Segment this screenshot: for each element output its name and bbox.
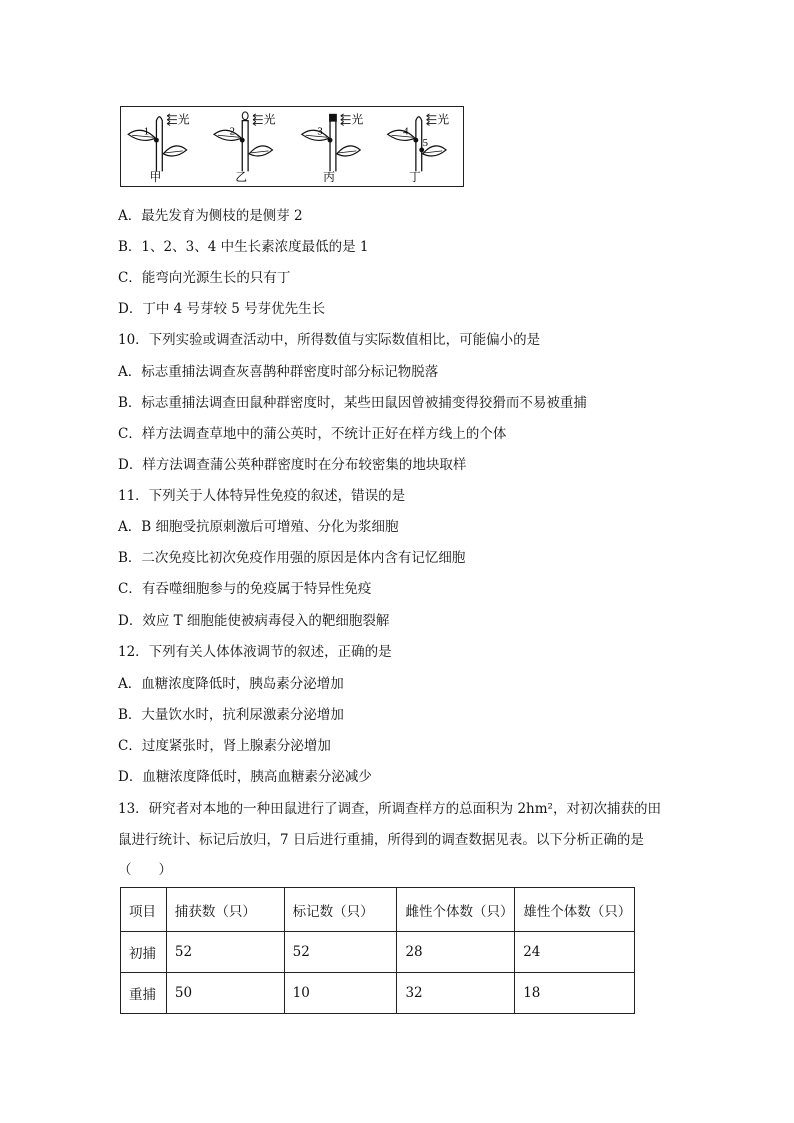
bud-number-2: 2 <box>229 125 235 138</box>
leaf-icon <box>163 146 186 156</box>
table-header-cell: 雌性个体数（只） <box>397 888 515 932</box>
option-10c: C．样方法调查草地中的蒲公英时，不统计正好在样方线上的个体 <box>118 426 507 442</box>
bud-number-4: 4 <box>403 125 409 138</box>
table-header-cell: 雄性个体数（只） <box>515 888 635 932</box>
table-header-cell: 标记数（只） <box>284 888 397 932</box>
bud-number-1: 1 <box>143 125 150 138</box>
question-12: 12．下列有关人体体液调节的叙述，正确的是 <box>118 644 392 660</box>
bud-number-3: 3 <box>317 125 323 138</box>
bud-number-5: 5 <box>422 137 429 150</box>
question-11: 11．下列关于人体特异性免疫的叙述，错误的是 <box>118 488 406 504</box>
option-12a: A．血糖浓度降低时，胰岛素分泌增加 <box>118 676 344 692</box>
option-11b: B．二次免疫比初次免疫作用强的原因是体内含有记忆细胞 <box>118 550 466 566</box>
table-cell: 重捕 <box>121 973 167 1014</box>
table-cell: 28 <box>397 932 515 973</box>
option-12c: C．过度紧张时，肾上腺素分泌增加 <box>118 738 331 754</box>
light-arrows-icon <box>253 114 263 126</box>
option-10a: A．标志重捕法调查灰喜鹊种群密度时部分标记物脱落 <box>118 364 439 380</box>
table-cell: 10 <box>284 973 397 1014</box>
plant-label-yi: 乙 <box>235 170 248 185</box>
light-arrows-icon <box>341 114 351 126</box>
table-row <box>121 932 635 973</box>
lateral-bud-icon <box>240 138 245 143</box>
option-12d: D．血糖浓度降低时，胰高血糖素分泌减少 <box>118 769 372 785</box>
table-cell: 52 <box>284 932 397 973</box>
plant-jia <box>128 113 190 185</box>
shoot-diagrams <box>121 107 463 186</box>
question-10: 10．下列实验或调查活动中，所得数值与实际数值相比，可能偏小的是 <box>118 332 541 348</box>
plant-yi <box>214 112 276 184</box>
opaque-cap-icon <box>329 114 337 122</box>
option-9c: C．能弯向光源生长的只有丁 <box>118 270 291 286</box>
table-cell: 52 <box>166 932 284 973</box>
lateral-bud-icon <box>413 138 418 143</box>
plant-label-bing: 丙 <box>323 170 335 185</box>
option-12b: B．大量饮水时，抗利尿激素分泌增加 <box>118 707 344 723</box>
table-header-cell: 捕获数（只） <box>166 888 284 932</box>
table-cell: 32 <box>397 973 515 1014</box>
light-label: 光 <box>263 112 276 127</box>
removed-tip-icon <box>242 112 248 120</box>
plant-ding <box>388 113 450 185</box>
table-cell: 18 <box>515 973 635 1014</box>
option-11a: A．B 细胞受抗原刺激后可增殖、分化为浆细胞 <box>118 519 399 535</box>
table-row <box>121 973 635 1014</box>
survey-data-table <box>120 887 635 1014</box>
light-label: 光 <box>177 112 190 127</box>
plant-label-jia: 甲 <box>149 170 162 185</box>
option-9d: D．丁中 4 号芽较 5 号芽优先生长 <box>118 301 326 317</box>
light-label: 光 <box>351 112 364 127</box>
leaf-icon <box>249 146 272 156</box>
question-13-blank: （ ） <box>118 862 172 878</box>
option-9a: A．最先发育为侧枝的是侧芽 2 <box>118 208 303 224</box>
plant-bing <box>302 113 364 185</box>
light-arrows-icon <box>427 114 437 126</box>
option-11d: D．效应 T 细胞能使被病毒侵入的靶细胞裂解 <box>118 613 390 629</box>
leaf-icon <box>337 146 360 156</box>
light-arrows-icon <box>167 114 177 126</box>
lateral-bud-icon <box>154 138 159 143</box>
light-label: 光 <box>437 112 450 127</box>
shoot-light-figure <box>120 106 464 187</box>
table-header-row <box>121 888 635 932</box>
lateral-bud-icon <box>328 138 333 143</box>
question-13-line2: 鼠进行统计、标记后放归，7 日后进行重捕，所得到的调查数据见表。以下分析正确的是 <box>118 832 644 848</box>
plant-label-ding: 丁 <box>409 170 421 185</box>
table-cell: 50 <box>166 973 284 1014</box>
option-10b: B．标志重捕法调查田鼠种群密度时，某些田鼠因曾被捕变得狡猾而不易被重捕 <box>118 395 587 411</box>
question-13-line1: 13．研究者对本地的一种田鼠进行了调查，所调查样方的总面积为 2hm²，对初次捕获的田 <box>118 801 661 817</box>
option-11c: C．有吞噬细胞参与的免疫属于特异性免疫 <box>118 581 372 597</box>
table-cell: 24 <box>515 932 635 973</box>
option-9b: B．1、2、3、4 中生长素浓度最低的是 1 <box>118 239 369 255</box>
table-cell: 初捕 <box>121 932 167 973</box>
table-header-cell: 项目 <box>121 888 167 932</box>
option-10d: D．样方法调查蒲公英种群密度时在分布较密集的地块取样 <box>118 457 467 473</box>
